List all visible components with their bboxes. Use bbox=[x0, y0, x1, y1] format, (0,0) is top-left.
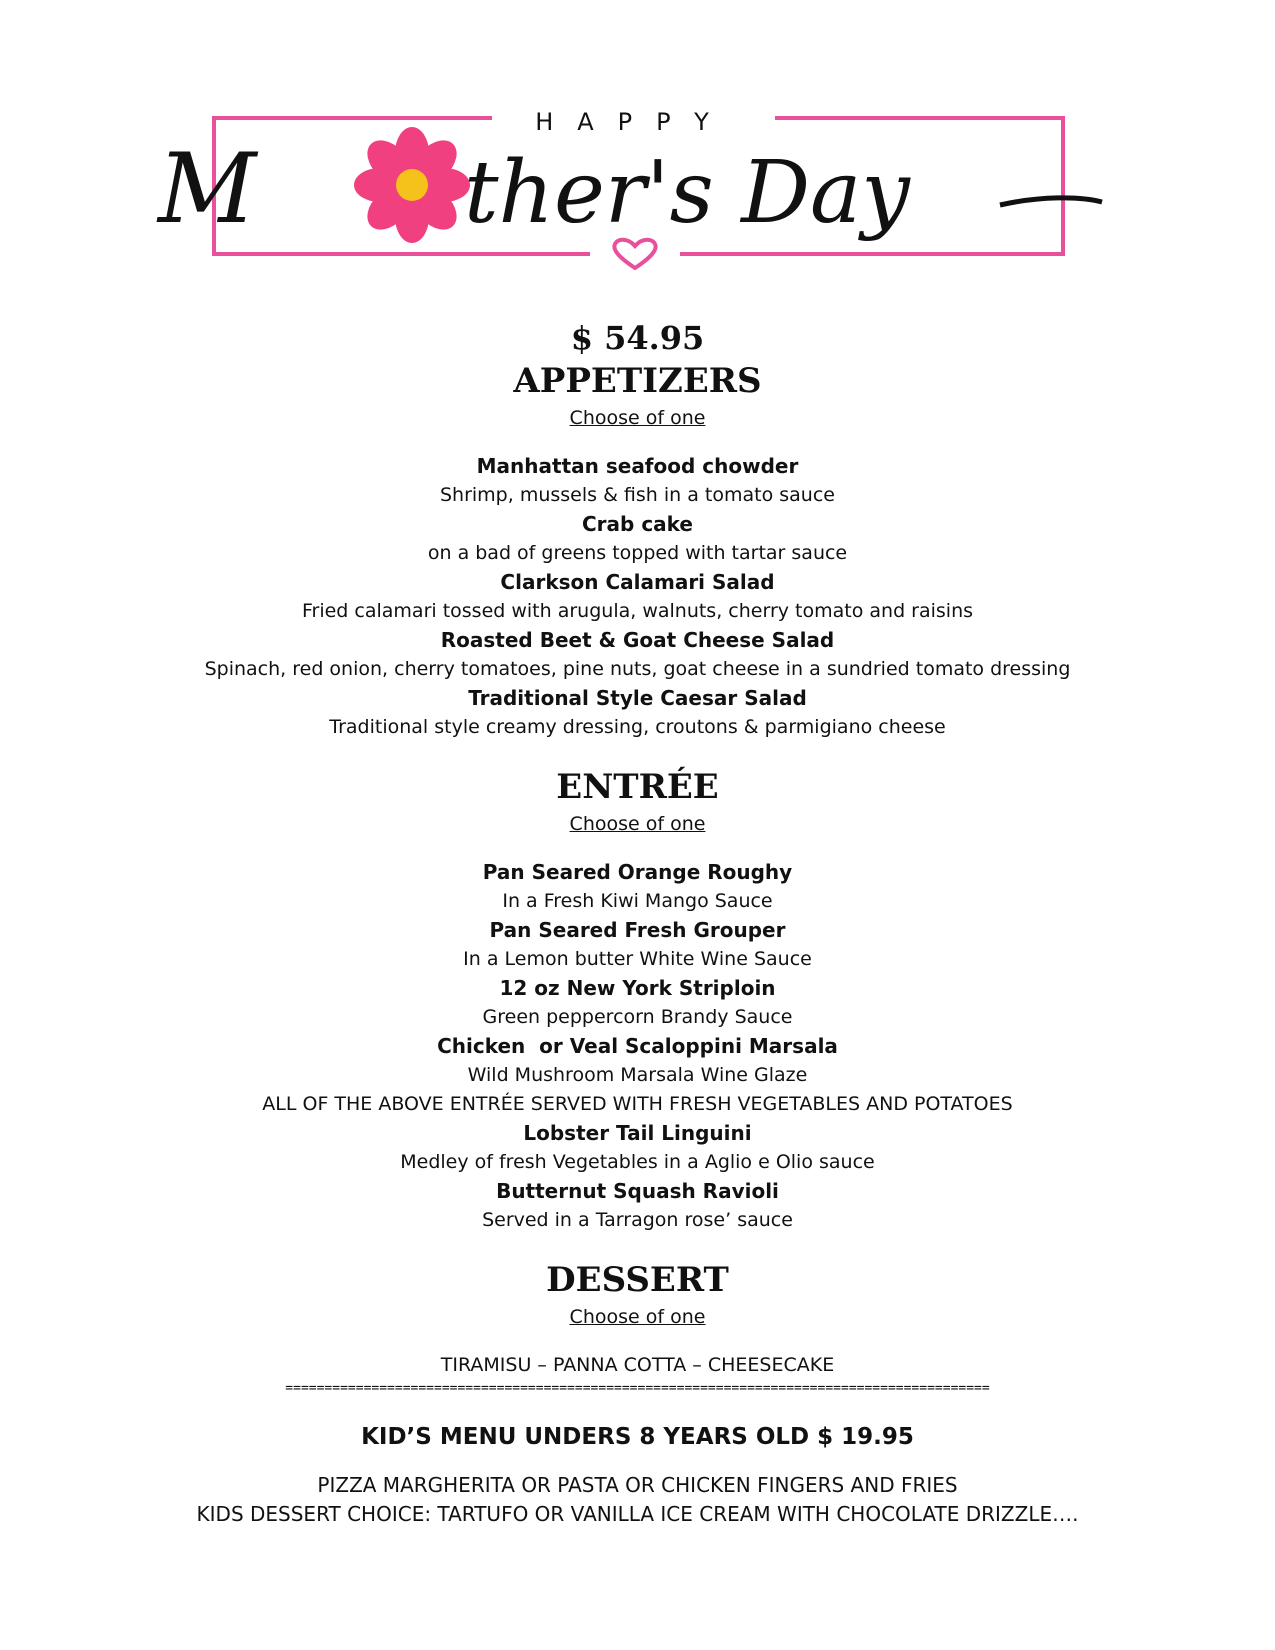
divider-line: ========================================================================================== bbox=[285, 1381, 990, 1396]
item-name: Roasted Beet & Goat Cheese Salad bbox=[440, 628, 835, 652]
item-desc: Shrimp, mussels & fish in a tomato sauce bbox=[439, 484, 835, 506]
menu-item bbox=[0, 510, 1275, 568]
kids-title: KID’S MENU UNDERS 8 YEARS OLD $ 19.95 bbox=[361, 1424, 914, 1450]
item-desc: Fried calamari tossed with arugula, walnuts, cherry tomato and raisins bbox=[301, 600, 974, 622]
item-desc: Spinach, red onion, cherry tomatoes, pine nuts, goat cheese in a sundried tomato dressing bbox=[204, 658, 1071, 680]
item-name: Pan Seared Orange Roughy bbox=[482, 860, 793, 884]
menu-item bbox=[0, 1177, 1275, 1235]
flower-icon bbox=[354, 127, 470, 243]
banner-graphic bbox=[0, 0, 1275, 300]
dessert-title: DESSERT bbox=[546, 1260, 729, 1300]
title-letter-m: M bbox=[158, 133, 257, 245]
item-name: Clarkson Calamari Salad bbox=[500, 570, 775, 594]
item-name: Manhattan seafood chowder bbox=[476, 454, 799, 478]
entree-title: ENTRÉE bbox=[556, 767, 719, 807]
heart-icon bbox=[614, 240, 655, 268]
menu-item bbox=[0, 684, 1275, 742]
menu-item bbox=[0, 974, 1275, 1032]
menu-item bbox=[0, 916, 1275, 974]
menu-body bbox=[0, 318, 1275, 1529]
item-desc: Traditional style creamy dressing, croutons & parmigiano cheese bbox=[329, 716, 946, 738]
appetizers-title: APPETIZERS bbox=[513, 361, 762, 401]
menu-item bbox=[0, 1119, 1275, 1177]
appetizers-choose: Choose of one bbox=[569, 407, 706, 429]
entree-choose: Choose of one bbox=[569, 813, 706, 835]
item-desc: Green peppercorn Brandy Sauce bbox=[482, 1006, 793, 1028]
kids-line-1: PIZZA MARGHERITA OR PASTA OR CHICKEN FINGERS AND FRIES bbox=[317, 1473, 958, 1497]
happy-text: HAPPY bbox=[535, 108, 733, 136]
item-name: Pan Seared Fresh Grouper bbox=[489, 918, 786, 942]
appetizers-section bbox=[0, 358, 1275, 742]
entree-note: ALL OF THE ABOVE ENTRÉE SERVED WITH FRESH VEGETABLES AND POTATOES bbox=[262, 1093, 1013, 1115]
item-name: Crab cake bbox=[582, 512, 693, 536]
item-desc: Medley of fresh Vegetables in a Aglio e Olio sauce bbox=[400, 1151, 875, 1173]
item-desc: In a Fresh Kiwi Mango Sauce bbox=[502, 890, 773, 912]
menu-item bbox=[0, 452, 1275, 510]
entree-section bbox=[0, 764, 1275, 1235]
dessert-options: TIRAMISU – PANNA COTTA – CHEESECAKE bbox=[440, 1354, 835, 1376]
menu-item bbox=[0, 626, 1275, 684]
dessert-choose: Choose of one bbox=[569, 1306, 706, 1328]
item-name: Chicken or Veal Scaloppini Marsala bbox=[437, 1034, 838, 1058]
item-name: Lobster Tail Linguini bbox=[523, 1121, 752, 1145]
item-name: 12 oz New York Striploin bbox=[499, 976, 776, 1000]
item-desc: Served in a Tarragon rose’ sauce bbox=[482, 1209, 793, 1231]
item-desc: on a bad of greens topped with tartar sauce bbox=[427, 542, 848, 564]
item-name: Traditional Style Caesar Salad bbox=[468, 686, 807, 710]
item-name: Butternut Squash Ravioli bbox=[496, 1179, 779, 1203]
kids-line-2: KIDS DESSERT CHOICE: TARTUFO OR VANILLA ICE CREAM WITH CHOCOLATE DRIZZLE…. bbox=[196, 1502, 1079, 1526]
item-desc: Wild Mushroom Marsala Wine Glaze bbox=[467, 1064, 808, 1086]
kids-section bbox=[0, 1419, 1275, 1529]
mothers-day-banner bbox=[0, 0, 1275, 300]
menu-item bbox=[0, 1032, 1275, 1090]
dessert-section bbox=[0, 1257, 1275, 1379]
menu-item bbox=[0, 858, 1275, 916]
title-swash bbox=[1000, 198, 1102, 205]
menu-price: $ 54.95 bbox=[570, 319, 705, 357]
title-rest: ther's Day bbox=[464, 143, 910, 243]
menu-item bbox=[0, 568, 1275, 626]
item-desc: In a Lemon butter White Wine Sauce bbox=[463, 948, 812, 970]
